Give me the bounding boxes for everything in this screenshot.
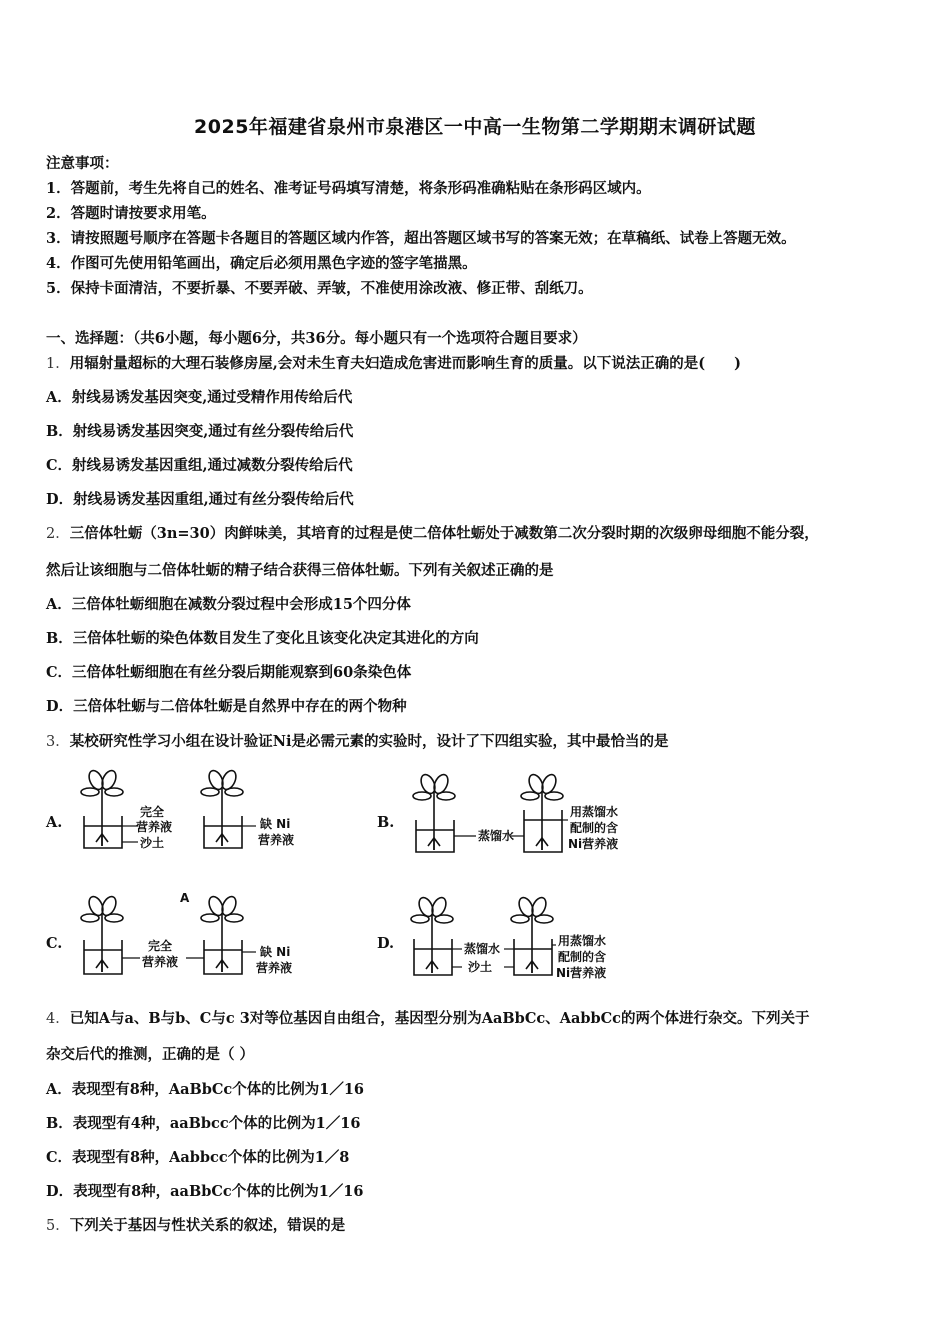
plant-icon [511, 895, 553, 975]
plant-icon [411, 895, 453, 975]
q2-option-a: A．三倍体牡蛎细胞在减数分裂过程中会形成15个四分体 [46, 596, 411, 613]
question-4-stem-2: 杂交后代的推测，正确的是（ ） [46, 1046, 255, 1063]
question-2-stem-1: 2．三倍体牡蛎（3n=30）肉鲜味美，其培育的过程是使二倍体牡蛎处于减数第二次分裂时期的次级卵母细胞不能分裂， [46, 525, 819, 542]
notice-item-1: 1．答题前，考生先将自己的姓名、准考证号码填写清楚，将条形码准确粘贴在条形码区域内。 [46, 180, 651, 197]
question-4-stem-1: 4．已知A与a、B与b、C与c 3对等位基因自由组合，基因型分别为AaBbCc、AabbCc的两个体进行杂交。下列关于 [46, 1010, 810, 1027]
figure-b-right-label-3: Ni营养液 [568, 837, 619, 851]
figure-a-letter: A. [46, 814, 63, 831]
figure-d-letter: D. [377, 935, 395, 952]
plant-icon [201, 894, 243, 974]
figure-c-right-label-1: 缺 Ni [260, 945, 291, 959]
question-number: 1． [46, 356, 70, 372]
notice-item-3: 3．请按照题号顺序在答题卡各题目的答题区域内作答，超出答题区域书写的答案无效；在草稿纸、试卷上答题无效。 [46, 230, 796, 247]
figure-c-left-label-2: 营养液 [142, 955, 179, 969]
figure-a [76, 768, 316, 858]
plant-icon [521, 772, 563, 852]
figure-d [406, 895, 646, 987]
q1-option-a: A．射线易诱发基因突变,通过受精作用传给后代 [46, 389, 353, 406]
q1-option-c: C．射线易诱发基因重组,通过减数分裂传给后代 [46, 457, 353, 474]
q2-option-b: B．三倍体牡蛎的染色体数目发生了变化且该变化决定其进化的方向 [46, 630, 479, 647]
question-3-stem: 3．某校研究性学习小组在设计验证Ni是必需元素的实验时，设计了下四组实验，其中最恰当的是 [46, 733, 669, 750]
plant-icon [81, 894, 123, 974]
notice-heading: 注意事项： [46, 155, 119, 172]
question-number: 5． [46, 1218, 70, 1234]
question-2-stem-2: 然后让该细胞与二倍体牡蛎的精子结合获得三倍体牡蛎。下列有关叙述正确的是 [46, 562, 554, 579]
notice-item-4: 4．作图可先使用铅笔画出，确定后必须用黑色字迹的签字笔描黑。 [46, 255, 477, 272]
question-1-stem: 1．用辐射量超标的大理石装修房屋,会对未生育夫妇造成危害进而影响生育的质量。以下说法正确的是( ) [46, 355, 741, 372]
question-number: 4． [46, 1011, 70, 1027]
q2-option-d: D．三倍体牡蛎与二倍体牡蛎是自然界中存在的两个物种 [46, 698, 407, 715]
figure-a-right-label-1: 缺 Ni [260, 817, 291, 831]
plant-icon [413, 772, 455, 852]
notice-item-2: 2．答题时请按要求用笔。 [46, 205, 216, 222]
figure-d-right-label-2: 配制的含 [558, 950, 607, 964]
q4-option-a: A．表现型有8种，AaBbCc个体的比例为1／16 [46, 1081, 365, 1098]
q1-option-b: B．射线易诱发基因突变,通过有丝分裂传给后代 [46, 423, 354, 440]
figure-a-sand-label: 沙土 [140, 836, 165, 850]
notice-item-5: 5．保持卡面清洁，不要折暴、不要弄破、弄皱，不准使用涂改液、修正带、刮纸刀。 [46, 280, 593, 297]
q4-option-b: B．表现型有4种，aaBbcc个体的比例为1／16 [46, 1115, 361, 1132]
q2-option-c: C．三倍体牡蛎细胞在有丝分裂后期能观察到60条染色体 [46, 664, 412, 681]
figure-d-left-label: 蒸馏水 [464, 942, 501, 956]
page-title: 2025年福建省泉州市泉港区一中高一生物第二学期期末调研试题 [194, 116, 756, 138]
plant-icon [201, 768, 243, 848]
figure-c [76, 888, 316, 983]
q1-option-d: D．射线易诱发基因重组,通过有丝分裂传给后代 [46, 491, 354, 508]
figure-c-right-label-2: 营养液 [256, 961, 293, 975]
figure-b-right-label-1: 用蒸馏水 [570, 805, 619, 819]
figure-b-right-label-2: 配制的含 [570, 821, 619, 835]
figure-a-right-label-2: 营养液 [258, 833, 295, 847]
section-heading: 一、选择题：（共6小题，每小题6分，共36分。每小题只有一个选项符合题目要求） [46, 330, 587, 347]
figure-c-top-mark: A [180, 891, 190, 905]
figure-c-left-label-1: 完全 [148, 939, 173, 953]
q4-option-d: D．表现型有8种，aaBbCc个体的比例为1／16 [46, 1183, 364, 1200]
figure-d-right-label-3: Ni营养液 [556, 966, 607, 980]
figure-b-left-label: 蒸馏水 [478, 829, 515, 843]
question-number: 3． [46, 734, 70, 750]
question-number: 2． [46, 526, 70, 542]
figure-b-letter: B. [377, 814, 395, 831]
figure-c-letter: C. [46, 935, 63, 952]
figure-d-right-label-1: 用蒸馏水 [558, 934, 607, 948]
figure-b [408, 772, 648, 862]
figure-d-sand-label: 沙土 [468, 960, 493, 974]
plant-icon [81, 768, 123, 848]
figure-a-left-label-1: 完全 [140, 805, 165, 819]
q4-option-c: C．表现型有8种，Aabbcc个体的比例为1／8 [46, 1149, 350, 1166]
question-5-stem: 5．下列关于基因与性状关系的叙述，错误的是 [46, 1217, 346, 1234]
figure-a-left-label-2: 营养液 [136, 820, 173, 834]
